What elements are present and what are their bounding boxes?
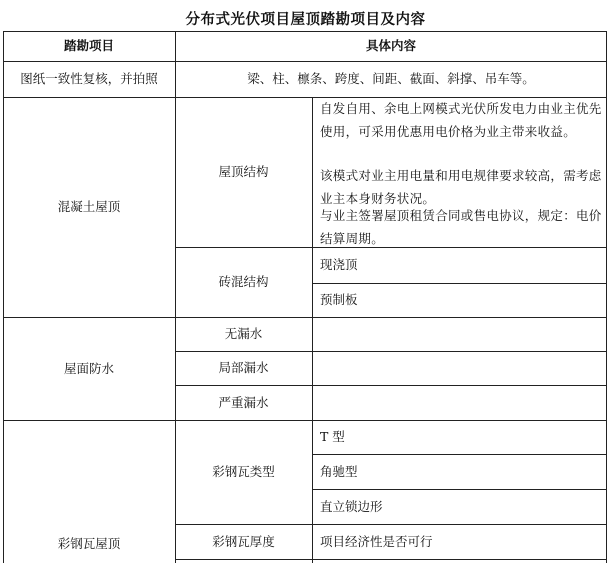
steel-type-option: T 型 [320,429,345,444]
waterproof-item: 严重漏水 [218,394,269,410]
row-drawings-content: 梁、柱、檩条、跨度、间距、截面、斜撑、吊车等。 [247,71,535,86]
brick-structure-label: 砖混结构 [218,274,269,289]
waterproof-item: 无漏水 [224,326,263,341]
waterproof-item: 局部漏水 [218,360,269,375]
brick-option: 预制板 [320,292,358,307]
steel-type-option: 直立锁边形 [320,498,383,514]
steel-roof-label: 彩钢瓦屋顶 [57,535,121,551]
table-divider [175,559,607,560]
roof-structure-paragraph: 自发自用、余电上网模式光伏所发电力由业主优先使用，可采用优惠用电价格为业主带来收益。 [320,101,602,139]
roof-structure-paragraph: 与业主签署屋顶租赁合同或售电协议，规定：电价结算周期。 [320,208,602,246]
roof-structure-paragraph: 该模式对业主用电量和用电规律要求较高，需考虑业主本身财务状况。 [320,168,602,206]
brick-option: 现浇顶 [320,257,358,272]
steel-thickness-content: 项目经济性是否可行 [320,533,433,549]
concrete-roof-label: 混凝土屋顶 [57,199,121,214]
steel-thickness-label: 彩钢瓦厚度 [212,533,275,549]
row-drawings-item: 图纸一致性复核，并拍照 [20,71,158,86]
roof-structure-label: 屋顶结构 [218,164,269,179]
steel-type-label: 彩钢瓦类型 [212,464,275,479]
steel-type-option: 角驰型 [320,463,358,479]
document-title: 分布式光伏项目屋顶踏勘项目及内容 [185,12,426,28]
waterproof-label: 屋面防水 [63,360,114,376]
header-item: 踏勘项目 [63,38,114,53]
header-content: 具体内容 [365,38,416,53]
